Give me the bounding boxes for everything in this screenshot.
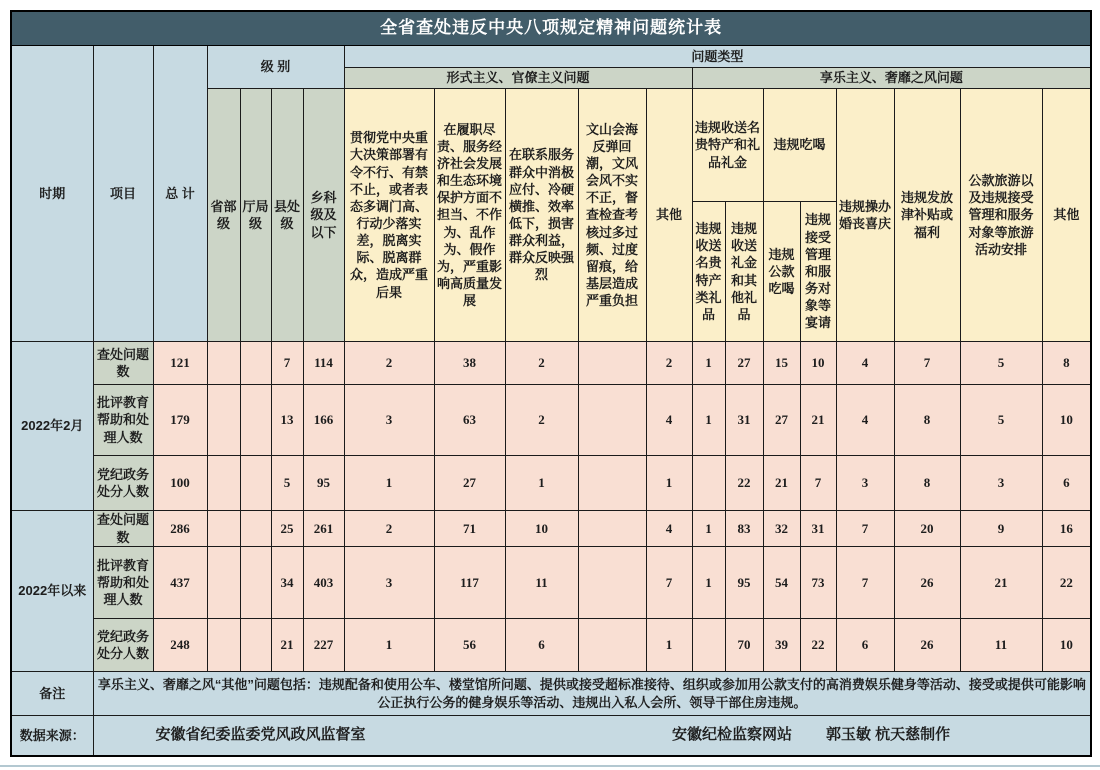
item-cell: 批评教育帮助和处理人数 — [93, 385, 153, 456]
value-cell — [207, 547, 240, 619]
value-cell: 1 — [344, 456, 434, 511]
value-cell: 403 — [303, 547, 344, 619]
value-cell: 2 — [344, 342, 434, 385]
period-cell: 2022年以来 — [11, 511, 93, 672]
value-cell: 3 — [836, 456, 894, 511]
value-cell: 1 — [692, 342, 725, 385]
value-cell: 21 — [271, 619, 303, 672]
value-cell: 7 — [646, 547, 692, 619]
value-cell: 20 — [894, 511, 960, 547]
value-cell: 2 — [344, 511, 434, 547]
item-cell: 查处问题数 — [93, 511, 153, 547]
header-formalism-other: 其他 — [646, 89, 692, 342]
value-cell: 114 — [303, 342, 344, 385]
value-cell: 11 — [960, 619, 1042, 672]
header-level-provincial: 省部级 — [207, 89, 240, 342]
value-cell — [692, 456, 725, 511]
value-cell: 261 — [303, 511, 344, 547]
value-cell: 1 — [692, 385, 725, 456]
value-cell: 26 — [894, 619, 960, 672]
value-cell: 437 — [153, 547, 207, 619]
value-cell: 4 — [836, 385, 894, 456]
value-cell: 25 — [271, 511, 303, 547]
value-cell: 7 — [894, 342, 960, 385]
value-cell: 1 — [692, 547, 725, 619]
value-cell — [578, 342, 646, 385]
value-cell: 117 — [434, 547, 505, 619]
header-period: 时期 — [11, 46, 93, 342]
value-cell: 7 — [271, 342, 303, 385]
header-formalism-col-4: 文山会海反弹回潮，文风会风不实不正，督查检查考核过多过频、过度留痕，给基层造成严重负担 — [578, 89, 646, 342]
value-cell: 286 — [153, 511, 207, 547]
header-formalism-col-1: 贯彻党中央重大决策部署有令不行、有禁不止，或者表态多调门高、行动少落实差，脱离实际、脱离群众，造成严重后果 — [344, 89, 434, 342]
header-travel: 公款旅游以及违规接受管理和服务对象等旅游活动安排 — [960, 89, 1042, 342]
value-cell: 227 — [303, 619, 344, 672]
header-level: 级 别 — [207, 46, 344, 89]
value-cell: 6 — [836, 619, 894, 672]
value-cell: 7 — [800, 456, 836, 511]
value-cell: 54 — [763, 547, 800, 619]
header-formalism-col-2: 在履职尽责、服务经济社会发展和生态环境保护方面不担当、不作为、乱作为、假作为，严重影响高质量发展 — [434, 89, 505, 342]
value-cell — [240, 511, 271, 547]
value-cell: 4 — [646, 385, 692, 456]
value-cell: 7 — [836, 511, 894, 547]
value-cell — [240, 619, 271, 672]
value-cell: 10 — [505, 511, 578, 547]
value-cell: 34 — [271, 547, 303, 619]
source-site: 安徽纪检监察网站 — [672, 726, 793, 744]
item-cell: 党纪政务处分人数 — [93, 456, 153, 511]
value-cell: 38 — [434, 342, 505, 385]
item-cell: 批评教育帮助和处理人数 — [93, 547, 153, 619]
value-cell: 5 — [960, 385, 1042, 456]
value-cell: 4 — [646, 511, 692, 547]
value-cell — [207, 511, 240, 547]
value-cell: 2 — [646, 342, 692, 385]
value-cell: 21 — [763, 456, 800, 511]
header-level-township: 乡科级及以下 — [303, 89, 344, 342]
header-dining-hospitality: 违规接受管理和服务对象等宴请 — [800, 202, 836, 342]
header-formalism-group: 形式主义、官僚主义问题 — [344, 68, 692, 89]
value-cell — [692, 619, 725, 672]
value-cell: 10 — [800, 342, 836, 385]
value-cell: 3 — [960, 456, 1042, 511]
value-cell: 31 — [725, 385, 763, 456]
value-cell — [207, 385, 240, 456]
value-cell: 2 — [505, 342, 578, 385]
value-cell — [240, 385, 271, 456]
value-cell: 1 — [505, 456, 578, 511]
value-cell: 121 — [153, 342, 207, 385]
value-cell: 10 — [1042, 385, 1091, 456]
value-cell: 5 — [271, 456, 303, 511]
header-formalism-col-3: 在联系服务群众中消极应付、冷硬横推、效率低下，损害群众利益，群众反映强烈 — [505, 89, 578, 342]
value-cell: 11 — [505, 547, 578, 619]
value-cell — [578, 511, 646, 547]
value-cell: 13 — [271, 385, 303, 456]
item-cell: 查处问题数 — [93, 342, 153, 385]
value-cell: 100 — [153, 456, 207, 511]
value-cell: 16 — [1042, 511, 1091, 547]
header-level-county: 县处级 — [271, 89, 303, 342]
value-cell — [578, 385, 646, 456]
value-cell: 73 — [800, 547, 836, 619]
header-allowances: 违规发放津补贴或福利 — [894, 89, 960, 342]
remark-text: 享乐主义、奢靡之风“其他”问题包括：违规配备和使用公车、楼堂馆所问题、提供或接受超标准接待、组织或参加用公款支付的高消费娱乐健身等活动、接受或提供可能影响公正执行公务的健身娱乐等活动、违规出入私人会所、领导干部住房违规。 — [93, 672, 1091, 716]
source-label: 数据来源： — [11, 716, 93, 756]
value-cell: 5 — [960, 342, 1042, 385]
value-cell — [578, 456, 646, 511]
source-cell — [93, 716, 1091, 756]
value-cell — [207, 456, 240, 511]
item-cell: 党纪政务处分人数 — [93, 619, 153, 672]
value-cell: 56 — [434, 619, 505, 672]
value-cell: 179 — [153, 385, 207, 456]
value-cell: 70 — [725, 619, 763, 672]
value-cell: 7 — [836, 547, 894, 619]
value-cell — [578, 619, 646, 672]
period-cell: 2022年2月 — [11, 342, 93, 511]
value-cell — [240, 342, 271, 385]
value-cell: 39 — [763, 619, 800, 672]
value-cell — [578, 547, 646, 619]
header-hedonism-group: 享乐主义、奢靡之风问题 — [692, 68, 1091, 89]
header-gifts-money: 违规收送礼金和其他礼品 — [725, 202, 763, 342]
header-total: 总 计 — [153, 46, 207, 342]
value-cell: 1 — [692, 511, 725, 547]
header-problem-type: 问题类型 — [344, 46, 1091, 68]
header-dining-public-funds: 违规公款吃喝 — [763, 202, 800, 342]
value-cell: 22 — [725, 456, 763, 511]
value-cell: 9 — [960, 511, 1042, 547]
value-cell: 32 — [763, 511, 800, 547]
table-title: 全省查处违反中央八项规定精神问题统计表 — [11, 11, 1091, 46]
header-level-department: 厅局级 — [240, 89, 271, 342]
value-cell — [207, 619, 240, 672]
value-cell: 95 — [725, 547, 763, 619]
value-cell: 4 — [836, 342, 894, 385]
value-cell: 27 — [763, 385, 800, 456]
value-cell: 95 — [303, 456, 344, 511]
value-cell: 83 — [725, 511, 763, 547]
value-cell: 3 — [344, 547, 434, 619]
value-cell: 21 — [800, 385, 836, 456]
value-cell: 2 — [505, 385, 578, 456]
value-cell: 21 — [960, 547, 1042, 619]
value-cell: 6 — [1042, 456, 1091, 511]
value-cell: 63 — [434, 385, 505, 456]
value-cell: 27 — [725, 342, 763, 385]
value-cell: 71 — [434, 511, 505, 547]
value-cell: 6 — [505, 619, 578, 672]
value-cell: 3 — [344, 385, 434, 456]
header-hedonism-other: 其他 — [1042, 89, 1091, 342]
value-cell — [240, 456, 271, 511]
value-cell — [240, 547, 271, 619]
value-cell: 31 — [800, 511, 836, 547]
value-cell: 10 — [1042, 619, 1091, 672]
remark-label: 备注 — [11, 672, 93, 716]
value-cell: 1 — [646, 456, 692, 511]
value-cell: 166 — [303, 385, 344, 456]
value-cell: 8 — [1042, 342, 1091, 385]
stat-table — [10, 10, 1092, 757]
header-dining-group: 违规吃喝 — [763, 89, 836, 202]
value-cell: 8 — [894, 385, 960, 456]
header-gifts-specialty: 违规收送名贵特产类礼品 — [692, 202, 725, 342]
credits: 郭玉敏 杭天慈制作 — [826, 726, 951, 744]
value-cell — [207, 342, 240, 385]
value-cell: 15 — [763, 342, 800, 385]
value-cell: 27 — [434, 456, 505, 511]
value-cell: 22 — [1042, 547, 1091, 619]
value-cell: 1 — [344, 619, 434, 672]
value-cell: 26 — [894, 547, 960, 619]
value-cell: 22 — [800, 619, 836, 672]
value-cell: 1 — [646, 619, 692, 672]
value-cell: 248 — [153, 619, 207, 672]
value-cell: 8 — [894, 456, 960, 511]
header-weddings: 违规操办婚丧喜庆 — [836, 89, 894, 342]
bottom-edge-line — [0, 765, 1100, 767]
table-container — [10, 10, 1092, 757]
header-gifts-group: 违规收送名贵特产和礼品礼金 — [692, 89, 763, 202]
source-org: 安徽省纪委监委党风政风监督室 — [155, 726, 366, 744]
header-item: 项目 — [93, 46, 153, 342]
